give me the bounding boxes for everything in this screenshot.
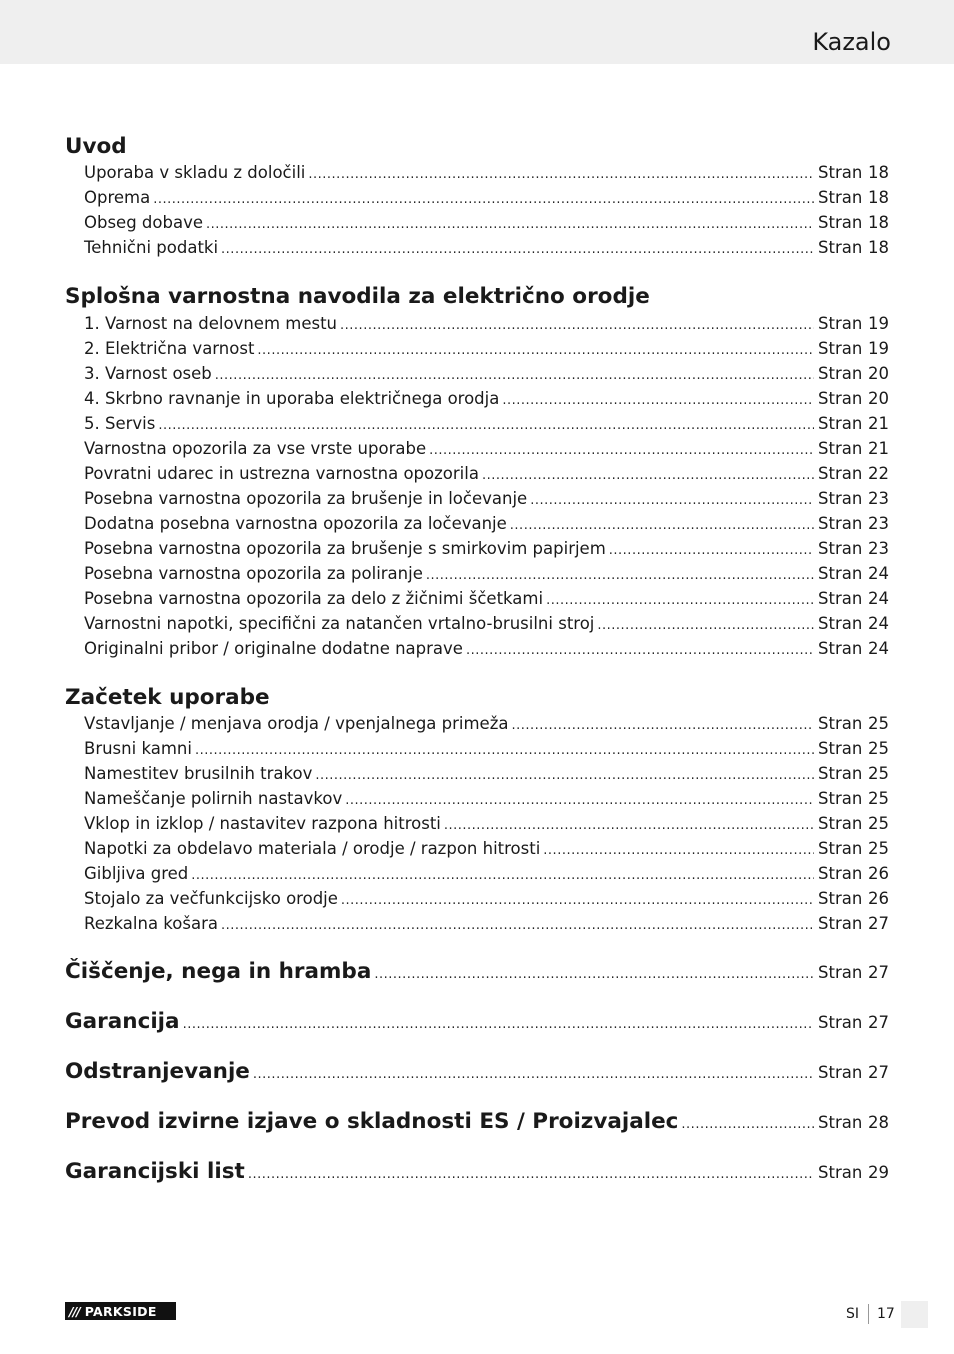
page-word: Stran — [818, 889, 863, 908]
toc-main-entry-page: 28 — [868, 1113, 889, 1132]
dot-leader — [221, 242, 814, 257]
page-word: Stran — [818, 213, 863, 232]
dot-leader — [681, 1117, 814, 1132]
dot-leader — [597, 618, 814, 633]
language-code: SI — [846, 1306, 860, 1322]
toc-main-entry-label: Čiščenje, nega in hramba — [65, 959, 372, 984]
dot-leader — [191, 868, 814, 883]
toc-entry[interactable] — [84, 539, 889, 561]
page-word: Stran — [818, 489, 863, 508]
toc-entry-page: 23 — [868, 514, 889, 533]
toc-entry[interactable] — [84, 238, 889, 260]
toc-entry-page: 27 — [868, 914, 889, 933]
toc-entry-label: Stojalo za večfunkcijsko orodje — [84, 889, 338, 908]
toc-main-entry-label: Garancija — [65, 1009, 180, 1034]
toc-entry-page: 18 — [868, 188, 889, 207]
toc-entry-label: Originalni pribor / originalne dodatne naprave — [84, 639, 463, 658]
toc-entry-label: Vstavljanje / menjava orodja / vpenjalnega primeža — [84, 714, 509, 733]
dot-leader — [248, 1167, 814, 1182]
toc-entry[interactable] — [84, 564, 889, 586]
page-word: Stran — [818, 339, 863, 358]
toc-entry[interactable] — [84, 789, 889, 811]
dot-leader — [158, 418, 814, 433]
toc-entry-label: Posebna varnostna opozorila za brušenje in ločevanje — [84, 489, 528, 508]
toc-entry-page: 25 — [868, 789, 889, 808]
dot-leader — [609, 543, 814, 558]
toc-entry-label: Oprema — [84, 188, 151, 207]
toc-entry-label: 5. Servis — [84, 414, 156, 433]
toc-main-entry[interactable] — [65, 959, 889, 987]
toc-entry-page: 24 — [868, 614, 889, 633]
toc-entry[interactable] — [84, 163, 889, 185]
toc-entry-label: Obseg dobave — [84, 213, 203, 232]
dot-leader — [426, 568, 814, 583]
page-word: Stran — [818, 439, 863, 458]
dot-leader — [308, 167, 814, 182]
dot-leader — [257, 343, 814, 358]
toc-main-entry-page: 27 — [868, 1063, 889, 1082]
dot-leader — [444, 818, 814, 833]
toc-entry-page: 21 — [868, 414, 889, 433]
page-word: Stran — [818, 1063, 863, 1082]
toc-entry[interactable] — [84, 514, 889, 536]
toc-entry-label: Uporaba v skladu z določili — [84, 163, 306, 182]
dot-leader — [221, 918, 814, 933]
toc-main-entry[interactable] — [65, 1109, 889, 1137]
page-word: Stran — [818, 963, 863, 982]
dot-leader — [206, 217, 814, 232]
page-word: Stran — [818, 364, 863, 383]
page-word: Stran — [818, 739, 863, 758]
dot-leader — [183, 1017, 814, 1032]
page-word: Stran — [818, 464, 863, 483]
toc-entry[interactable] — [84, 389, 889, 411]
toc-entry[interactable] — [84, 464, 889, 486]
toc-entry-page: 20 — [868, 364, 889, 383]
toc-entry[interactable] — [84, 739, 889, 761]
toc-entry-page: 25 — [868, 814, 889, 833]
dot-leader — [546, 593, 814, 608]
toc-entry-page: 25 — [868, 764, 889, 783]
page-word: Stran — [818, 163, 863, 182]
page-word: Stran — [818, 188, 863, 207]
toc-main-entry-label: Garancijski list — [65, 1159, 245, 1184]
toc-entry[interactable] — [84, 414, 889, 436]
toc-entry-page: 23 — [868, 489, 889, 508]
toc-main-entry-page: 27 — [868, 963, 889, 982]
page-word: Stran — [818, 564, 863, 583]
toc-main-entry[interactable] — [65, 1159, 889, 1187]
toc-entry[interactable] — [84, 314, 889, 336]
toc-entry[interactable] — [84, 914, 889, 936]
toc-entry-page: 18 — [868, 163, 889, 182]
page-word: Stran — [818, 414, 863, 433]
section-title: Splošna varnostna navodila za električno orodje — [65, 284, 650, 309]
toc-entry-page: 19 — [868, 314, 889, 333]
page-word: Stran — [818, 314, 863, 333]
page-word: Stran — [818, 514, 863, 533]
toc-entry-label: Posebna varnostna opozorila za delo z žičnimi ščetkami — [84, 589, 544, 608]
toc-entry[interactable] — [84, 364, 889, 386]
dot-leader — [253, 1067, 814, 1082]
dot-leader — [511, 718, 814, 733]
toc-entry[interactable] — [84, 489, 889, 511]
toc-entry-page: 25 — [868, 714, 889, 733]
toc-entry-page: 24 — [868, 564, 889, 583]
dot-leader — [482, 468, 814, 483]
dot-leader — [215, 368, 814, 383]
page-word: Stran — [818, 1013, 863, 1032]
toc-main-entry[interactable] — [65, 1059, 889, 1087]
toc-entry-page: 23 — [868, 539, 889, 558]
toc-entry[interactable] — [84, 839, 889, 861]
dot-leader — [345, 793, 814, 808]
page-word: Stran — [818, 714, 863, 733]
toc-entry[interactable] — [84, 213, 889, 235]
toc-main-entry[interactable] — [65, 1009, 889, 1037]
logo-slashes: /// — [69, 1303, 80, 1319]
toc-entry-page: 19 — [868, 339, 889, 358]
toc-entry-label: Tehnični podatki — [84, 238, 219, 257]
toc-entry-label: Napotki za obdelavo materiala / orodje / razpon hitrosti — [84, 839, 541, 858]
page-word: Stran — [818, 814, 863, 833]
toc-entry[interactable] — [84, 614, 889, 636]
toc-entry-page: 21 — [868, 439, 889, 458]
toc-main-entry-page: 29 — [868, 1163, 889, 1182]
dot-leader — [341, 893, 814, 908]
page-title: Kazalo — [812, 28, 891, 56]
dot-leader — [510, 518, 814, 533]
toc-entry-label: Brusni kamni — [84, 739, 192, 758]
page-word: Stran — [818, 639, 863, 658]
page-word: Stran — [818, 389, 863, 408]
toc-entry-label: Povratni udarec in ustrezna varnostna opozorila — [84, 464, 479, 483]
toc-entry-label: 4. Skrbno ravnanje in uporaba električnega orodja — [84, 389, 500, 408]
toc-entry-page: 25 — [868, 839, 889, 858]
toc-entry-page: 18 — [868, 238, 889, 257]
dot-leader — [502, 393, 814, 408]
toc-entry-page: 18 — [868, 213, 889, 232]
toc-entry[interactable] — [84, 639, 889, 661]
toc-entry-label: Nameščanje polirnih nastavkov — [84, 789, 343, 808]
toc-entry[interactable] — [84, 589, 889, 611]
dot-leader — [340, 318, 814, 333]
toc-entry[interactable] — [84, 764, 889, 786]
logo-text: PARKSIDE — [84, 1303, 157, 1319]
page-word: Stran — [818, 589, 863, 608]
toc-entry[interactable] — [84, 889, 889, 911]
dot-leader — [153, 192, 814, 207]
toc-entry-label: Gibljiva gred — [84, 864, 189, 883]
footer-tab-marker — [901, 1301, 928, 1328]
toc-entry-label: Posebna varnostna opozorila za poliranje — [84, 564, 423, 583]
toc-main-entry-page: 27 — [868, 1013, 889, 1032]
toc-entry-page: 25 — [868, 739, 889, 758]
toc-entry-page: 26 — [868, 864, 889, 883]
page-number: 17 — [877, 1306, 895, 1322]
toc-entry-page: 20 — [868, 389, 889, 408]
toc-main-entry-label: Odstranjevanje — [65, 1059, 250, 1084]
dot-leader — [543, 843, 814, 858]
parkside-logo — [65, 1302, 176, 1320]
toc-entry-label: 2. Električna varnost — [84, 339, 255, 358]
toc-entry-label: Rezkalna košara — [84, 914, 218, 933]
page-word: Stran — [818, 789, 863, 808]
toc-entry-page: 24 — [868, 639, 889, 658]
page-word: Stran — [818, 1113, 863, 1132]
page-word: Stran — [818, 914, 863, 933]
toc-entry[interactable] — [84, 439, 889, 461]
page-word: Stran — [818, 839, 863, 858]
toc-entry-label: 1. Varnost na delovnem mestu — [84, 314, 338, 333]
page-word: Stran — [818, 238, 863, 257]
page-word: Stran — [818, 764, 863, 783]
toc-entry-label: Posebna varnostna opozorila za brušenje s smirkovim papirjem — [84, 539, 606, 558]
toc-entry[interactable] — [84, 864, 889, 886]
dot-leader — [429, 443, 814, 458]
toc-entry-page: 26 — [868, 889, 889, 908]
dot-leader — [466, 643, 814, 658]
header-bar — [0, 0, 954, 64]
toc-entry-label: Dodatna posebna varnostna opozorila za ločevanje — [84, 514, 507, 533]
toc-entry-label: 3. Varnost oseb — [84, 364, 212, 383]
toc-entry-page: 24 — [868, 589, 889, 608]
dot-leader — [530, 493, 814, 508]
section-title: Začetek uporabe — [65, 685, 270, 710]
page-word: Stran — [818, 614, 863, 633]
page-word: Stran — [818, 864, 863, 883]
toc-entry[interactable] — [84, 339, 889, 361]
page-word: Stran — [818, 1163, 863, 1182]
toc-entry-page: 22 — [868, 464, 889, 483]
toc-entry-label: Varnostni napotki, specifični za natančen vrtalno-brusilni stroj — [84, 614, 595, 633]
toc-entry-label: Vklop in izklop / nastavitev razpona hitrosti — [84, 814, 441, 833]
toc-entry-label: Namestitev brusilnih trakov — [84, 764, 313, 783]
dot-leader — [195, 743, 814, 758]
toc-entry[interactable] — [84, 188, 889, 210]
page-word: Stran — [818, 539, 863, 558]
dot-leader — [315, 768, 814, 783]
toc-entry[interactable] — [84, 814, 889, 836]
toc-entry-label: Varnostna opozorila za vse vrste uporabe — [84, 439, 427, 458]
section-title: Uvod — [65, 134, 127, 159]
footer-divider — [868, 1304, 869, 1324]
toc-entry[interactable] — [84, 714, 889, 736]
dot-leader — [374, 967, 814, 982]
toc-main-entry-label: Prevod izvirne izjave o skladnosti ES / Proizvajalec — [65, 1109, 679, 1134]
